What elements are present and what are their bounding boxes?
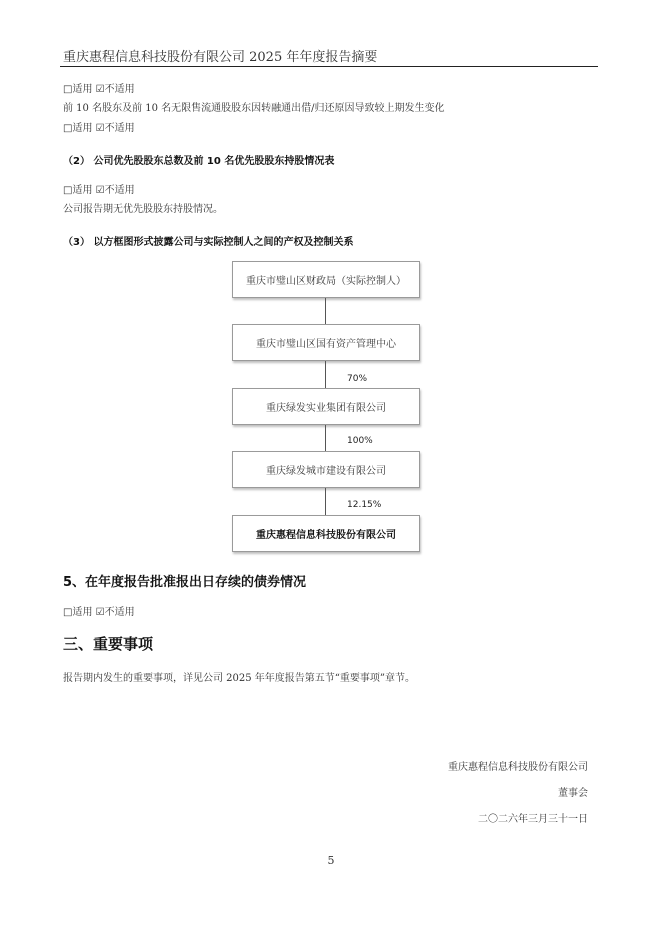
diagram-box-lvfa-industrial: 重庆绿发实业集团有限公司 [232,388,420,425]
important-matters-text: 报告期内发生的重要事项，详见公司 2025 年年度报告第五节“重要事项”章节。 [63,673,416,684]
preferred-shareholders-text: 公司报告期无优先股股东持股情况。 [63,204,223,215]
page-number: 5 [327,854,335,867]
applicable-checkbox-line-2: □适用 ☑不适用 [63,123,135,134]
signature-date: 二〇二六年三月三十一日 [478,814,588,825]
important-matters-heading: 三、重要事项 [63,635,154,653]
diagram-box-huicheng: 重庆惠程信息科技股份有限公司 [232,515,420,552]
applicable-checkbox-line-3: □适用 ☑不适用 [63,185,135,196]
connector-line-4 [325,488,326,515]
connector-line-1 [325,298,326,324]
percentage-label-3: 12.15% [347,500,382,510]
preferred-shareholders-heading: （2） 公司优先股股东总数及前 10 名优先股股东持股情况表 [63,156,335,167]
header-rule [60,66,598,67]
diagram-box-finance-bureau: 重庆市璧山区财政局（实际控制人） [232,261,420,298]
signature-board: 董事会 [558,788,588,799]
percentage-label-2: 100% [347,436,373,446]
bonds-heading: 5、在年度报告批准报出日存续的债券情况 [63,575,307,590]
percentage-label-1: 70% [347,374,368,384]
applicable-checkbox-line-1: □适用 ☑不适用 [63,84,135,95]
diagram-box-asset-center: 重庆市璧山区国有资产管理中心 [232,324,420,361]
control-relationship-heading: （3） 以方框图形式披露公司与实际控制人之间的产权及控制关系 [63,237,354,248]
signature-company: 重庆惠程信息科技股份有限公司 [448,762,588,773]
connector-line-2 [325,361,326,388]
connector-line-3 [325,425,326,451]
shareholder-change-note: 前 10 名股东及前 10 名无限售流通股股东因转融通出借/归还原因导致较上期发生变化 [63,103,445,114]
applicable-checkbox-line-4: □适用 ☑不适用 [63,607,135,618]
page-header-title: 重庆惠程信息科技股份有限公司 2025 年年度报告摘要 [63,50,378,65]
diagram-box-lvfa-construction: 重庆绿发城市建设有限公司 [232,451,420,488]
